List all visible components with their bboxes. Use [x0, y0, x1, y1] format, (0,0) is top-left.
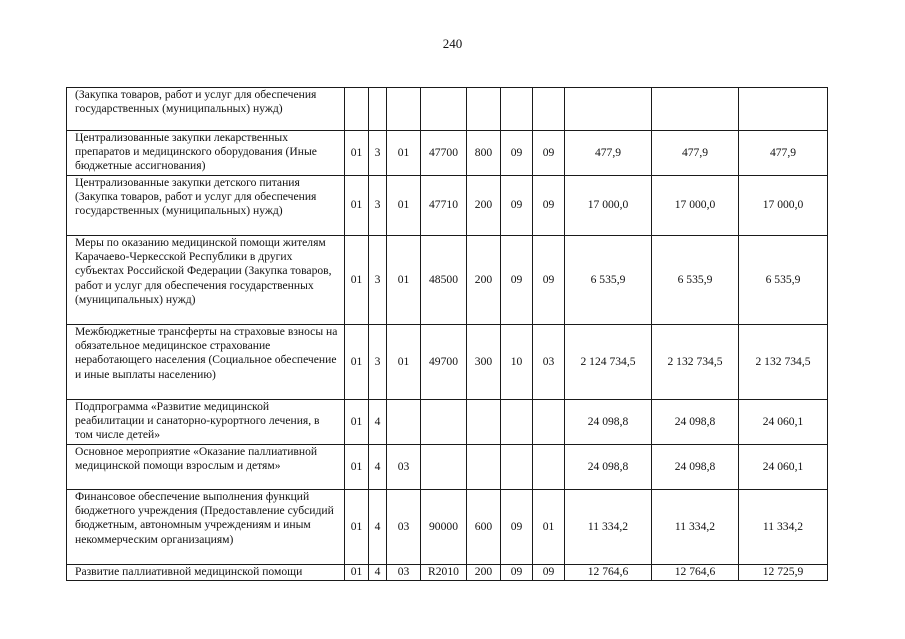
cell-code-7: 09	[533, 131, 565, 176]
budget-table	[66, 87, 828, 581]
cell-value-1: 2 124 734,5	[565, 325, 652, 400]
cell-value-3: 2 132 734,5	[739, 325, 828, 400]
cell-value-1: 11 334,2	[565, 490, 652, 565]
table-row	[67, 565, 828, 581]
cell-code-7: 09	[533, 176, 565, 236]
cell-value-2: 477,9	[652, 131, 739, 176]
cell-value-2: 12 764,6	[652, 565, 739, 581]
cell-code-1: 01	[345, 565, 369, 581]
cell-code-5: 200	[467, 176, 501, 236]
row-name: Межбюджетные трансферты на страховые взносы на обязательное медицинское страхование неработающего населения (Социальное обеспечение и иные выплаты населению)	[67, 325, 345, 400]
cell-code-5: 800	[467, 131, 501, 176]
row-name: Подпрограмма «Развитие медицинской реабилитации и санаторно-курортного лечения, в том числе детей»	[67, 400, 345, 445]
table-row	[67, 400, 828, 445]
cell-value-2: 6 535,9	[652, 236, 739, 325]
cell-code-6: 09	[501, 490, 533, 565]
cell-code-7	[533, 88, 565, 131]
cell-code-4: 90000	[421, 490, 467, 565]
cell-value-3: 11 334,2	[739, 490, 828, 565]
table-row	[67, 88, 828, 131]
cell-code-3	[387, 400, 421, 445]
cell-code-6	[501, 400, 533, 445]
cell-code-2: 3	[369, 236, 387, 325]
row-name: Меры по оказанию медицинской помощи жителям Карачаево-Черкесской Республики в других субъектах Российской Федерации (Закупка товаров, работ и услуг для обеспечения государственных (муниципальных) нужд)	[67, 236, 345, 325]
cell-code-1: 01	[345, 400, 369, 445]
cell-value-2: 2 132 734,5	[652, 325, 739, 400]
cell-code-7	[533, 445, 565, 490]
cell-code-6: 09	[501, 176, 533, 236]
cell-code-4: 47700	[421, 131, 467, 176]
cell-code-3: 01	[387, 131, 421, 176]
cell-code-4: R2010	[421, 565, 467, 581]
cell-code-5: 600	[467, 490, 501, 565]
cell-code-2: 3	[369, 176, 387, 236]
cell-code-5: 300	[467, 325, 501, 400]
cell-code-1: 01	[345, 176, 369, 236]
table-row	[67, 131, 828, 176]
cell-code-2: 3	[369, 131, 387, 176]
row-name: Финансовое обеспечение выполнения функций бюджетного учреждения (Предоставление субсидий бюджетным, автономным учреждениям и иным некоммерческим организациям)	[67, 490, 345, 565]
row-name: Централизованные закупки детского питания (Закупка товаров, работ и услуг для обеспечения государственных (муниципальных) нужд)	[67, 176, 345, 236]
cell-value-3: 24 060,1	[739, 445, 828, 490]
cell-code-2: 4	[369, 565, 387, 581]
cell-code-6	[501, 445, 533, 490]
cell-code-6: 09	[501, 565, 533, 581]
cell-value-1: 477,9	[565, 131, 652, 176]
cell-value-2: 11 334,2	[652, 490, 739, 565]
cell-code-7: 03	[533, 325, 565, 400]
cell-value-1	[565, 88, 652, 131]
cell-code-3	[387, 88, 421, 131]
cell-code-4: 48500	[421, 236, 467, 325]
cell-code-5	[467, 88, 501, 131]
row-name: (Закупка товаров, работ и услуг для обеспечения государственных (муниципальных) нужд)	[67, 88, 345, 131]
cell-code-2: 3	[369, 325, 387, 400]
cell-code-4	[421, 445, 467, 490]
table-row	[67, 490, 828, 565]
table-row	[67, 176, 828, 236]
cell-value-3: 477,9	[739, 131, 828, 176]
cell-value-1: 6 535,9	[565, 236, 652, 325]
row-name: Централизованные закупки лекарственных препаратов и медицинского оборудования (Иные бюджетные ассигнования)	[67, 131, 345, 176]
cell-code-2: 4	[369, 445, 387, 490]
cell-value-1: 17 000,0	[565, 176, 652, 236]
page-number: 240	[442, 36, 463, 51]
cell-code-3: 03	[387, 445, 421, 490]
cell-code-5	[467, 400, 501, 445]
table-row	[67, 325, 828, 400]
cell-code-2: 4	[369, 400, 387, 445]
cell-code-3: 01	[387, 176, 421, 236]
cell-code-3: 01	[387, 325, 421, 400]
table-row	[67, 236, 828, 325]
cell-code-1	[345, 88, 369, 131]
cell-value-1: 24 098,8	[565, 445, 652, 490]
cell-code-3: 03	[387, 490, 421, 565]
cell-code-5: 200	[467, 565, 501, 581]
cell-code-4: 49700	[421, 325, 467, 400]
cell-code-1: 01	[345, 445, 369, 490]
cell-value-3: 12 725,9	[739, 565, 828, 581]
cell-code-6: 09	[501, 236, 533, 325]
cell-code-5: 200	[467, 236, 501, 325]
cell-code-7	[533, 400, 565, 445]
cell-value-2	[652, 88, 739, 131]
cell-code-4: 47710	[421, 176, 467, 236]
cell-code-4	[421, 400, 467, 445]
cell-value-2: 17 000,0	[652, 176, 739, 236]
cell-code-6: 10	[501, 325, 533, 400]
row-name: Основное мероприятие «Оказание паллиативной медицинской помощи взрослым и детям»	[67, 445, 345, 490]
cell-code-1: 01	[345, 131, 369, 176]
cell-code-1: 01	[345, 325, 369, 400]
cell-value-2: 24 098,8	[652, 445, 739, 490]
cell-code-7: 09	[533, 565, 565, 581]
cell-value-3: 17 000,0	[739, 176, 828, 236]
cell-code-3: 01	[387, 236, 421, 325]
table-row	[67, 445, 828, 490]
cell-code-3: 03	[387, 565, 421, 581]
cell-code-5	[467, 445, 501, 490]
cell-code-2	[369, 88, 387, 131]
cell-code-2: 4	[369, 490, 387, 565]
cell-code-4	[421, 88, 467, 131]
cell-code-7: 01	[533, 490, 565, 565]
cell-value-1: 24 098,8	[565, 400, 652, 445]
cell-value-3: 6 535,9	[739, 236, 828, 325]
cell-code-1: 01	[345, 236, 369, 325]
cell-code-6: 09	[501, 131, 533, 176]
cell-value-3: 24 060,1	[739, 400, 828, 445]
row-name: Развитие паллиативной медицинской помощи	[67, 565, 345, 581]
cell-code-6	[501, 88, 533, 131]
cell-value-1: 12 764,6	[565, 565, 652, 581]
cell-value-2: 24 098,8	[652, 400, 739, 445]
cell-value-3	[739, 88, 828, 131]
cell-code-1: 01	[345, 490, 369, 565]
cell-code-7: 09	[533, 236, 565, 325]
